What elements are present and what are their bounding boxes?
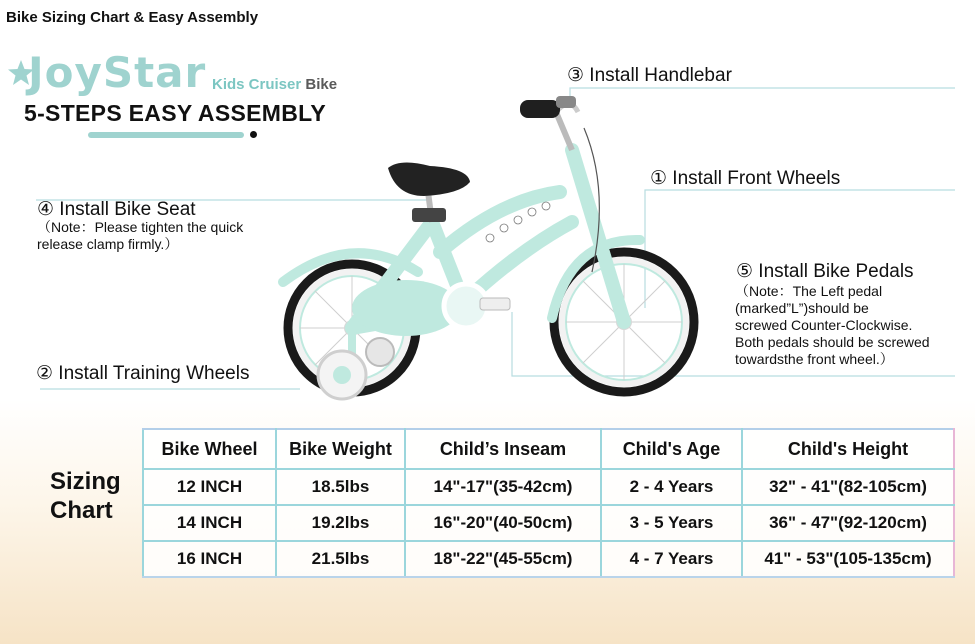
seat-note-line: release clamp firmly.）	[37, 236, 179, 252]
page-header-title: Bike Sizing Chart & Easy Assembly	[6, 9, 259, 26]
cell-childs-age: 3 - 5 Years	[601, 505, 742, 541]
cell-childs-age: 4 - 7 Years	[601, 541, 742, 577]
sizing-chart-label	[50, 467, 121, 525]
cell-bike-wheel: 14 INCH	[143, 505, 276, 541]
table-row	[143, 505, 954, 541]
assembly-title: 5-STEPS EASY ASSEMBLY	[24, 100, 326, 126]
header-childs-height: Child's Height	[742, 429, 954, 469]
seat-note-line: （Note：Please tighten the quick	[37, 219, 244, 235]
sizing-chart-label-line: Chart	[50, 497, 113, 524]
header-childs-age: Child's Age	[601, 429, 742, 469]
pedal	[480, 298, 510, 310]
handlebar	[520, 96, 578, 150]
table-row	[143, 469, 954, 505]
cell-childs-age: 2 - 4 Years	[601, 469, 742, 505]
callout-install-bike-seat: ④ Install Bike Seat	[37, 199, 196, 220]
logo-subtitle-bike: Bike	[305, 76, 338, 93]
seat-note	[37, 219, 243, 253]
header-bike-wheel: Bike Wheel	[143, 429, 276, 469]
cell-childs-height: 41" - 53"(105-135cm)	[742, 541, 954, 577]
pedals-note-line: Both pedals should be screwed	[735, 334, 930, 350]
cell-bike-weight: 19.2lbs	[276, 505, 405, 541]
callout-install-training-wheels: ② Install Training Wheels	[36, 363, 250, 384]
table-row	[143, 541, 954, 577]
logo-wordmark: JoyStar	[28, 48, 207, 97]
callout-install-front-wheels: ① Install Front Wheels	[650, 168, 841, 189]
cell-bike-wheel: 12 INCH	[143, 469, 276, 505]
cell-bike-weight: 18.5lbs	[276, 469, 405, 505]
cell-childs-inseam: 14"-17"(35-42cm)	[405, 469, 601, 505]
pedals-note-line: towardsthe front wheel.）	[735, 351, 894, 367]
pedals-note-line: screwed Counter-Clockwise.	[735, 317, 913, 333]
header-bike-weight: Bike Weight	[276, 429, 405, 469]
cell-bike-weight: 21.5lbs	[276, 541, 405, 577]
cell-childs-inseam: 18"-22"(45-55cm)	[405, 541, 601, 577]
sizing-chart-label-line: Sizing	[50, 468, 121, 495]
cell-bike-wheel: 16 INCH	[143, 541, 276, 577]
logo-subtitle-kids-cruiser: Kids Cruiser	[212, 76, 302, 93]
pedals-note	[735, 283, 930, 368]
callout-install-handlebar: ③ Install Handlebar	[567, 65, 732, 86]
pedals-note-line: （Note：The Left pedal	[735, 283, 883, 299]
cell-childs-height: 32" - 41"(82-105cm)	[742, 469, 954, 505]
sizing-chart-table	[142, 428, 955, 578]
cell-childs-height: 36" - 47"(92-120cm)	[742, 505, 954, 541]
header-childs-inseam: Child’s Inseam	[405, 429, 601, 469]
cell-childs-inseam: 16"-20"(40-50cm)	[405, 505, 601, 541]
callout-install-bike-pedals: ⑤ Install Bike Pedals	[736, 261, 914, 282]
bike-seat	[388, 162, 470, 222]
pedals-note-line: (marked”L”)should be	[735, 300, 869, 316]
table-header-row	[143, 429, 954, 469]
